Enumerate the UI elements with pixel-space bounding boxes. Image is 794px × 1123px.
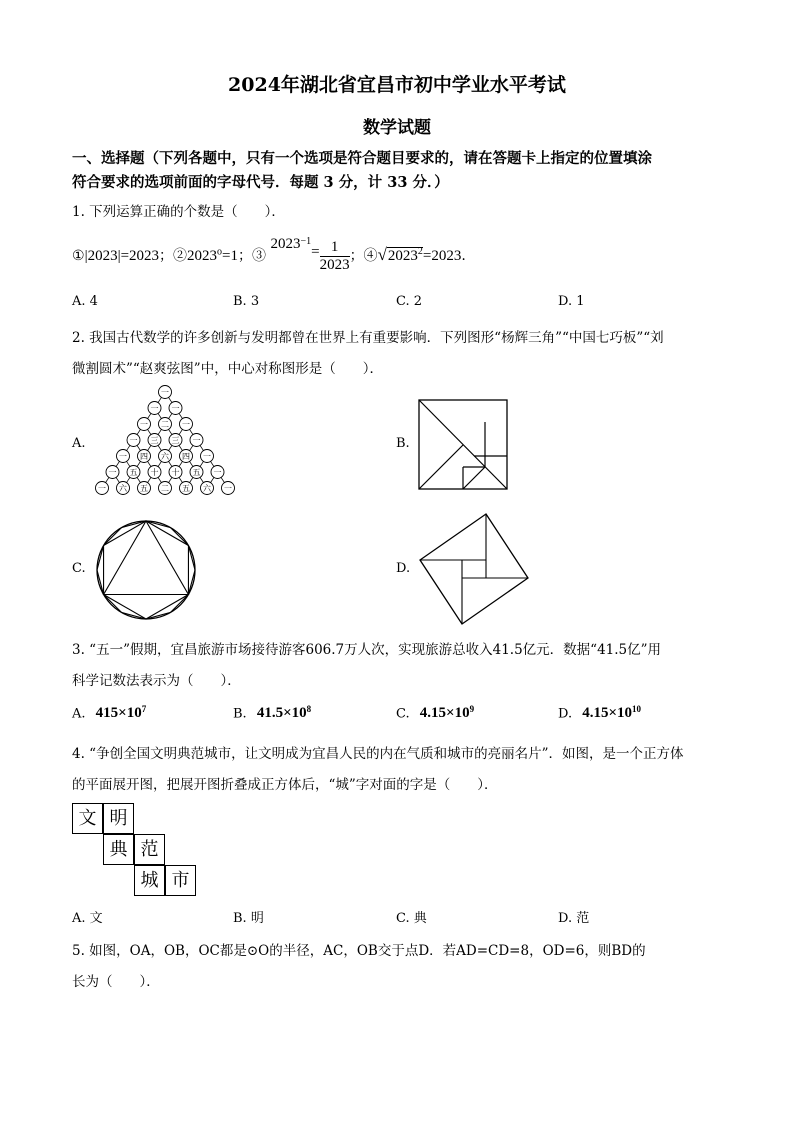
q1-option-d[interactable]: D. 1	[558, 294, 585, 309]
q3-option-d-exp: 10	[632, 704, 642, 714]
q1-expr-3-fraction	[320, 239, 350, 274]
q1-sep-3: ；④	[349, 248, 378, 264]
cube-net-cell-dian: 典	[103, 834, 134, 865]
q3-option-b[interactable]	[233, 704, 311, 722]
pascal-node-label: 六	[119, 484, 127, 493]
q1-expr-3-exp: −1	[300, 236, 312, 248]
pascal-node-label: 一	[119, 452, 127, 461]
q4-stem-line2: 的平面展开图，把展开图折叠成正方体后，“城”字对面的字是（ ）．	[72, 777, 498, 793]
q1-expr-2-rest: =1	[222, 248, 238, 264]
pascal-node-label: 一	[161, 388, 169, 397]
q1-expr-3-base: 2023	[270, 236, 301, 252]
yang-hui-triangle-figure	[90, 383, 240, 499]
q1-expr-3-eq: =	[311, 244, 320, 260]
q1-expr-4-base: 2023	[387, 248, 418, 264]
pascal-node-label: 一	[213, 468, 222, 477]
pascal-node-label: 五	[140, 484, 148, 493]
pascal-node-label: 二	[161, 420, 169, 429]
q2-stem-line2: 微割圆术”“赵爽弦图”中，中心对称图形是（ ）．	[72, 361, 383, 377]
q3-option-c-exp: 9	[469, 704, 475, 714]
pascal-node-label: 一	[98, 484, 106, 493]
q1-expr-3-num: 1	[320, 239, 350, 257]
pascal-node-label: 四	[182, 452, 190, 461]
cube-net-cell-wen: 文	[72, 803, 103, 834]
pascal-node-label: 三	[171, 436, 180, 445]
q4-option-d[interactable]: D. 范	[558, 911, 590, 926]
q1-expr-4-exp: 2	[417, 246, 423, 257]
q3-option-b-exp: 8	[306, 704, 312, 714]
cube-net-figure	[72, 803, 204, 896]
q1-option-b[interactable]: B. 3	[233, 294, 260, 309]
q4-stem-line1: 4. “争创全国文明典范城市，让文明成为宜昌人民的内在气质和城市的亮丽名片”．如图，是一个正方体	[72, 746, 684, 762]
q1-end: .	[461, 248, 466, 264]
pascal-node-label: 一	[192, 436, 201, 445]
section-heading-line1: 一、选择题（下列各题中，只有一个选项是符合题目要求的，请在答题卡上指定的位置填涂	[72, 150, 652, 167]
q3-option-c[interactable]	[396, 704, 474, 722]
q1-expressions	[72, 232, 466, 276]
tangram-figure	[418, 399, 508, 490]
q1-expr-2-exp: o	[217, 246, 223, 258]
q4-option-c[interactable]: C. 典	[396, 911, 427, 926]
q2-stem-line1: 2. 我国古代数学的许多创新与发明都曾在世界上有重要影响．下列图形“杨辉三角”“中国七巧板”“刘	[72, 330, 664, 346]
q5-stem-line1: 5. 如图，OA，OB，OC都是⊙O的半径，AC，OB交于点D．若AD=CD=8，OD=6，则BD的	[72, 943, 646, 959]
q1-sep-1: ；②	[159, 248, 188, 264]
q3-stem-line1: 3. “五一”假期，宜昌旅游市场接待游客606.7万人次，实现旅游总收入41.5亿元．数据“41.5亿”用	[72, 642, 662, 658]
q1-expr-3-den: 2023	[319, 256, 350, 273]
pascal-node-label: 五	[129, 468, 138, 477]
q1-option-a[interactable]: A. 4	[72, 294, 98, 309]
q3-option-c-base: 4.15×10	[419, 705, 470, 722]
cube-net-cell-cheng: 城	[134, 865, 165, 896]
cube-net-cell-fan: 范	[134, 834, 165, 865]
pascal-node-label: 一	[129, 436, 138, 445]
pascal-node-label: 一	[171, 404, 180, 413]
q4-option-a[interactable]: A. 文	[72, 911, 103, 926]
pascal-node-label: 六	[203, 484, 211, 493]
q3-option-a[interactable]	[72, 704, 146, 722]
pascal-node-label: 一	[182, 420, 190, 429]
q3-option-a-exp: 7	[141, 704, 147, 714]
pascal-node-label: 十	[171, 468, 180, 477]
q2-option-a-label[interactable]: A.	[72, 436, 86, 451]
circle-cutting-figure	[94, 518, 198, 622]
section-heading-line2: 符合要求的选项前面的字母代号．每题 3 分，计 33 分．）	[72, 174, 449, 191]
pascal-node-label: 一	[203, 452, 211, 461]
q3-option-d-label: D.	[558, 706, 573, 722]
q4-option-b[interactable]: B. 明	[233, 911, 264, 926]
q3-option-c-label: C.	[396, 706, 410, 722]
q1-expr-4-rest: =2023	[422, 248, 462, 264]
pascal-node-label: 一	[140, 420, 148, 429]
q5-stem-line2: 长为（ ）．	[72, 974, 160, 990]
pascal-node-label: 一	[224, 484, 232, 493]
q1-expr-2-base: 2023	[187, 248, 218, 264]
pascal-node-label: 五	[182, 484, 190, 493]
sqrt-sign-icon: √	[377, 245, 387, 264]
pascal-node-label: 四	[140, 452, 148, 461]
exam-title: 2024年湖北省宜昌市初中学业水平考试	[228, 74, 566, 96]
q1-option-c[interactable]: C. 2	[396, 294, 423, 309]
q3-option-a-base: 415×10	[95, 705, 142, 722]
zhao-shuang-figure	[416, 512, 530, 628]
q3-stem-line2: 科学记数法表示为（ ）．	[72, 673, 241, 689]
q2-option-d-label[interactable]: D.	[396, 561, 411, 576]
exam-subtitle: 数学试题	[363, 118, 431, 138]
q1-expr-4-radicand	[387, 247, 423, 264]
q3-option-d-base: 4.15×10	[582, 705, 633, 722]
pascal-node-label: 一	[108, 468, 117, 477]
pascal-node-label: 二	[161, 484, 169, 493]
q1-sep-2: ；③	[238, 248, 266, 264]
q3-option-b-base: 41.5×10	[256, 705, 307, 722]
pascal-node-label: 三	[150, 436, 159, 445]
q1-mark-1: ①	[72, 248, 85, 264]
pascal-node-label: 十	[150, 468, 159, 477]
pascal-node-label: 一	[150, 404, 159, 413]
q1-stem: 1. 下列运算正确的个数是（ ）．	[72, 204, 285, 220]
q3-option-b-label: B.	[233, 706, 247, 722]
pascal-node-label: 六	[161, 452, 169, 461]
q2-option-c-label[interactable]: C.	[72, 561, 86, 576]
q2-option-b-label[interactable]: B.	[396, 436, 410, 451]
cube-net-cell-shi: 市	[165, 865, 196, 896]
pascal-node-label: 五	[192, 468, 201, 477]
q1-expr-1: |2023|=2023	[84, 248, 160, 264]
cube-net-cell-ming: 明	[103, 803, 134, 834]
q3-option-a-label: A.	[72, 706, 86, 722]
q3-option-d[interactable]	[558, 704, 641, 722]
